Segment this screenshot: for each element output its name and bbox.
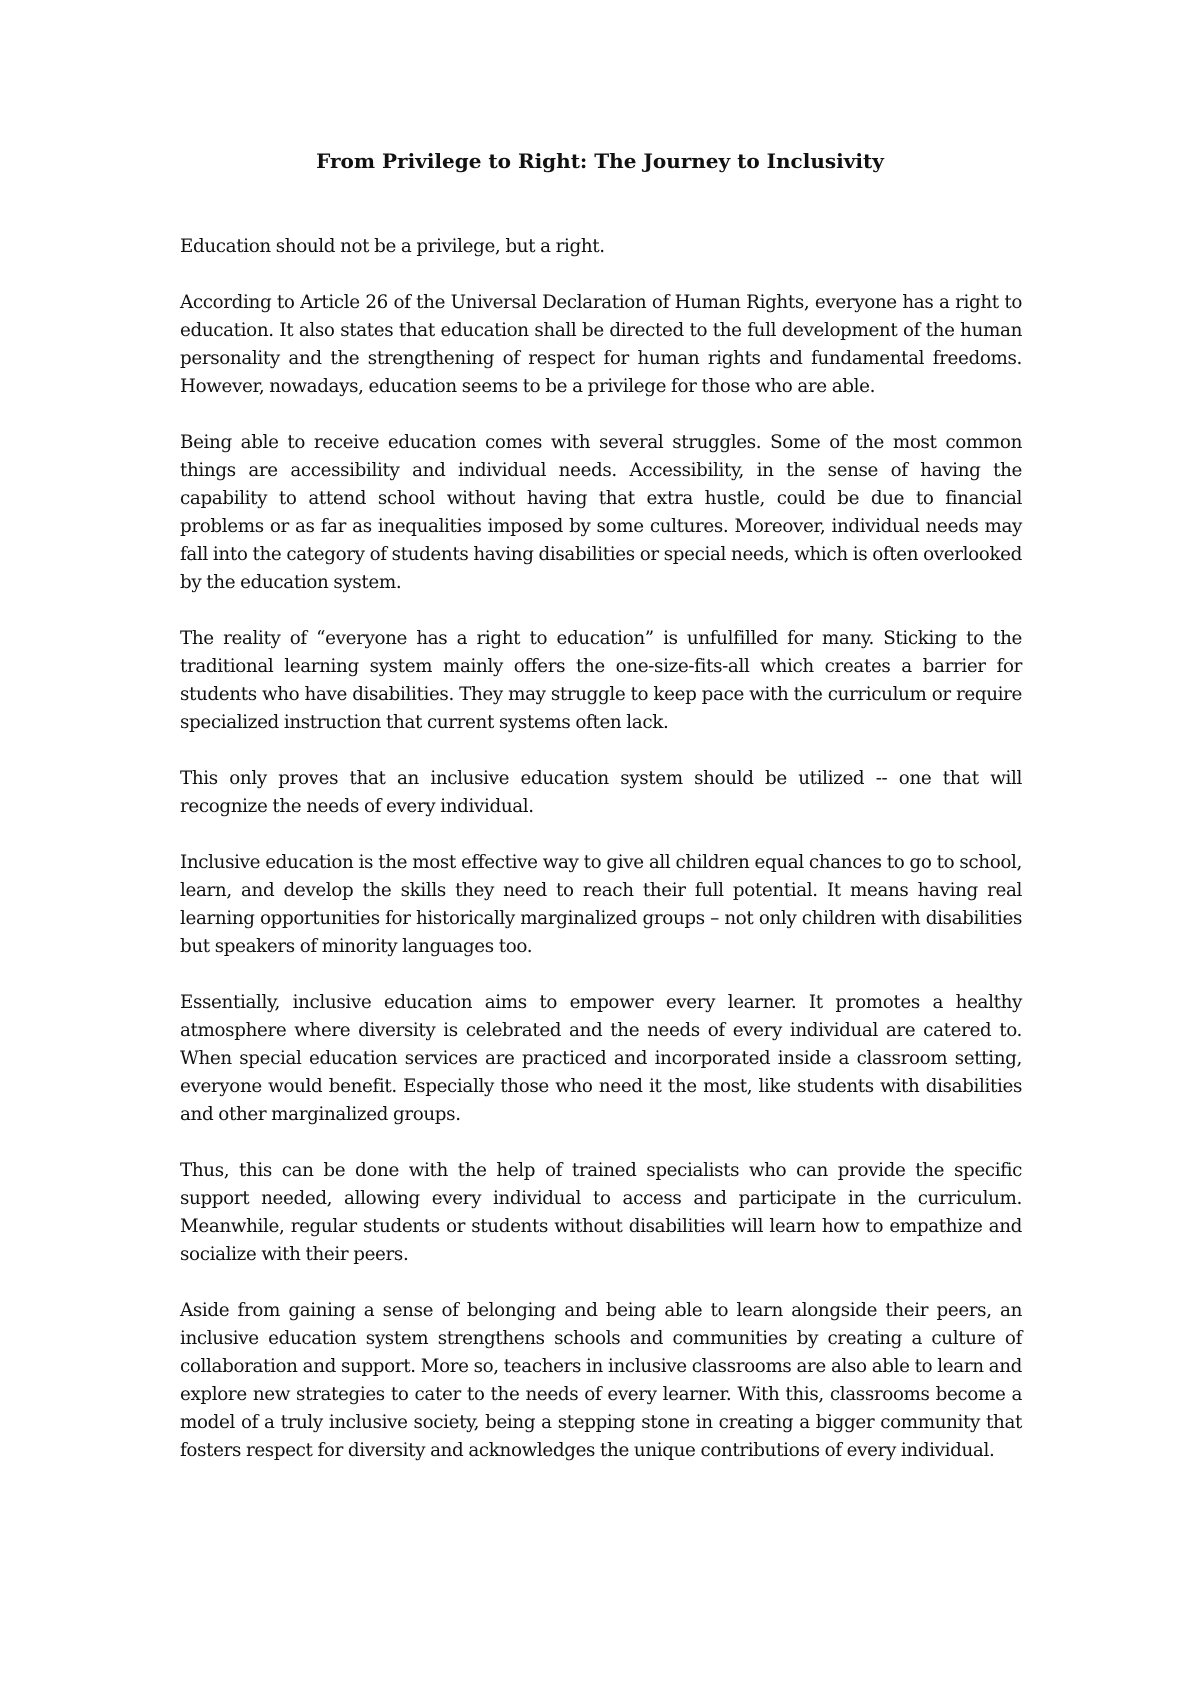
paragraph: Essentially, inclusive education aims to empower every learner. It promotes a healthy atmosphere where diversity is celebrated and the needs of every individual are catered to. When special education services are practiced and incorporated inside a classroom setting, everyone would benefit. Especially those who need it the most, like students with disabilities and other marginalized groups. [180, 992, 1022, 1125]
paragraph: Inclusive education is the most effective way to give all children equal chances to go to school, learn, and develop the skills they need to reach their full potential. It means having real learning opportunities for historically marginalized groups – not only children with disabilities but speakers of minority languages too. [180, 852, 1022, 957]
paragraph: The reality of “everyone has a right to education” is unfulfilled for many. Sticking to the traditional learning system mainly offers the one-size-fits-all which creates a barrier for students who have disabilities. They may struggle to keep pace with the curriculum or require specialized instruction that current systems often lack. [180, 628, 1022, 733]
paragraph: Education should not be a privilege, but a right. [180, 236, 605, 257]
paragraph: Thus, this can be done with the help of trained specialists who can provide the specific support needed, allowing every individual to access and participate in the curriculum. Meanwhile, regular students or students without disabilities will learn how to empathize and socialize with their peers. [180, 1160, 1022, 1265]
paragraph: Aside from gaining a sense of belonging and being able to learn alongside their peers, an inclusive education system strengthens schools and communities by creating a culture of collaboration and support. More so, teachers in inclusive classrooms are also able to learn and explore new strategies to cater to the needs of every learner. With this, classrooms become a model of a truly inclusive society, being a stepping stone in creating a bigger community that fosters respect for diversity and acknowledges the unique contributions of every individual. [180, 1300, 1022, 1461]
paragraph: This only proves that an inclusive education system should be utilized -- one that will recognize the needs of every individual. [180, 768, 1022, 817]
document-body [180, 233, 1022, 1493]
document-title: From Privilege to Right: The Journey to Inclusivity [316, 149, 884, 173]
paragraph: Being able to receive education comes with several struggles. Some of the most common things are accessibility and individual needs. Accessibility, in the sense of having the capability to attend school without having that extra hustle, could be due to financial problems or as far as inequalities imposed by some cultures. Moreover, individual needs may fall into the category of students having disabilities or special needs, which is often overlooked by the education system. [180, 432, 1022, 593]
paragraph: According to Article 26 of the Universal Declaration of Human Rights, everyone has a right to education. It also states that education shall be directed to the full development of the human personality and the strengthening of respect for human rights and fundamental freedoms. However, nowadays, education seems to be a privilege for those who are able. [180, 292, 1022, 397]
